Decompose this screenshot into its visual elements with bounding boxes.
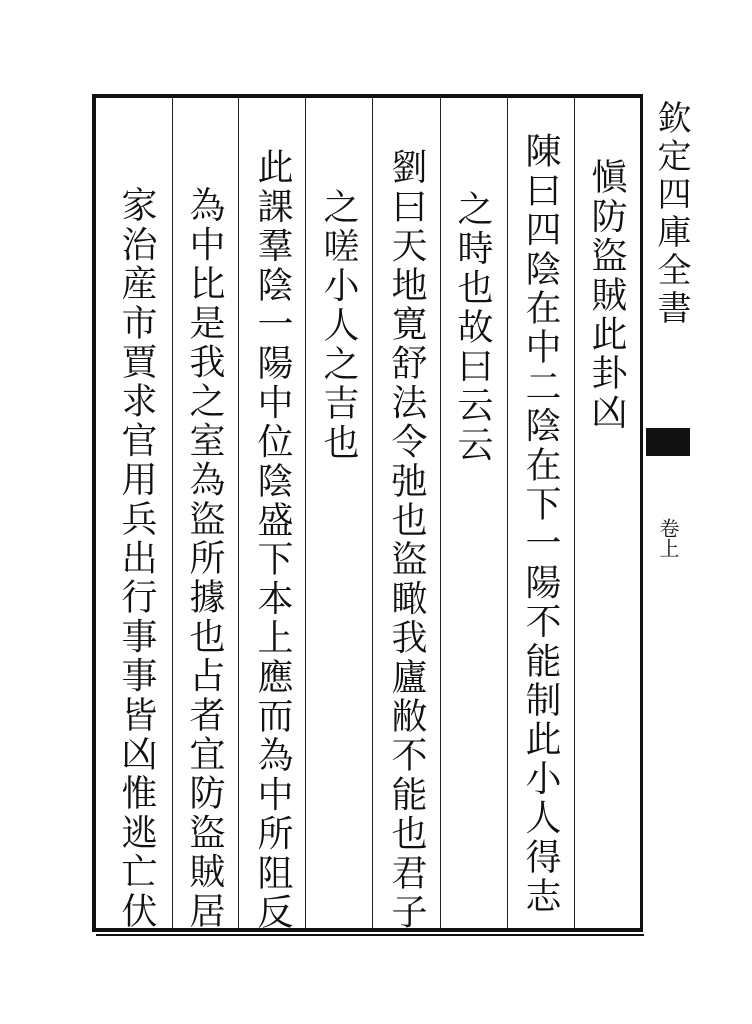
column-rule xyxy=(507,98,508,928)
page-frame-right-edge xyxy=(640,94,643,932)
text-column: 陳曰四陰在中二陰在下一陽不能制此小人得志 xyxy=(520,132,561,916)
column-rule xyxy=(574,98,575,928)
text-column: 此課羣陰一陽中位陰盛下本上應而為中所阻反 xyxy=(252,148,293,932)
text-column: 家治産市賈求官用兵出行事事皆凶惟逃亡伏 xyxy=(116,186,157,931)
volume-label: 卷上 xyxy=(656,518,680,558)
fish-tail-mark xyxy=(646,428,690,456)
column-rule xyxy=(440,98,441,928)
column-rule xyxy=(372,98,373,928)
margin-title: 欽定四庫全書 xyxy=(651,100,691,328)
text-column: 劉曰天地寛舒法令弛也盜瞰我廬敝不能也君子 xyxy=(386,148,427,932)
text-column: 之嗟小人之吉也 xyxy=(318,188,359,463)
column-rule xyxy=(172,98,173,928)
text-column: 之時也故曰云云 xyxy=(452,190,493,465)
margin-strip xyxy=(646,96,690,932)
text-column: 愼防盜賊此卦凶 xyxy=(586,158,627,433)
column-rule xyxy=(305,98,306,928)
text-column: 為中比是我之室為盜所據也占者宜防盜賊居 xyxy=(184,186,225,931)
page-bottom-rule xyxy=(96,934,644,936)
column-rule xyxy=(238,98,239,928)
